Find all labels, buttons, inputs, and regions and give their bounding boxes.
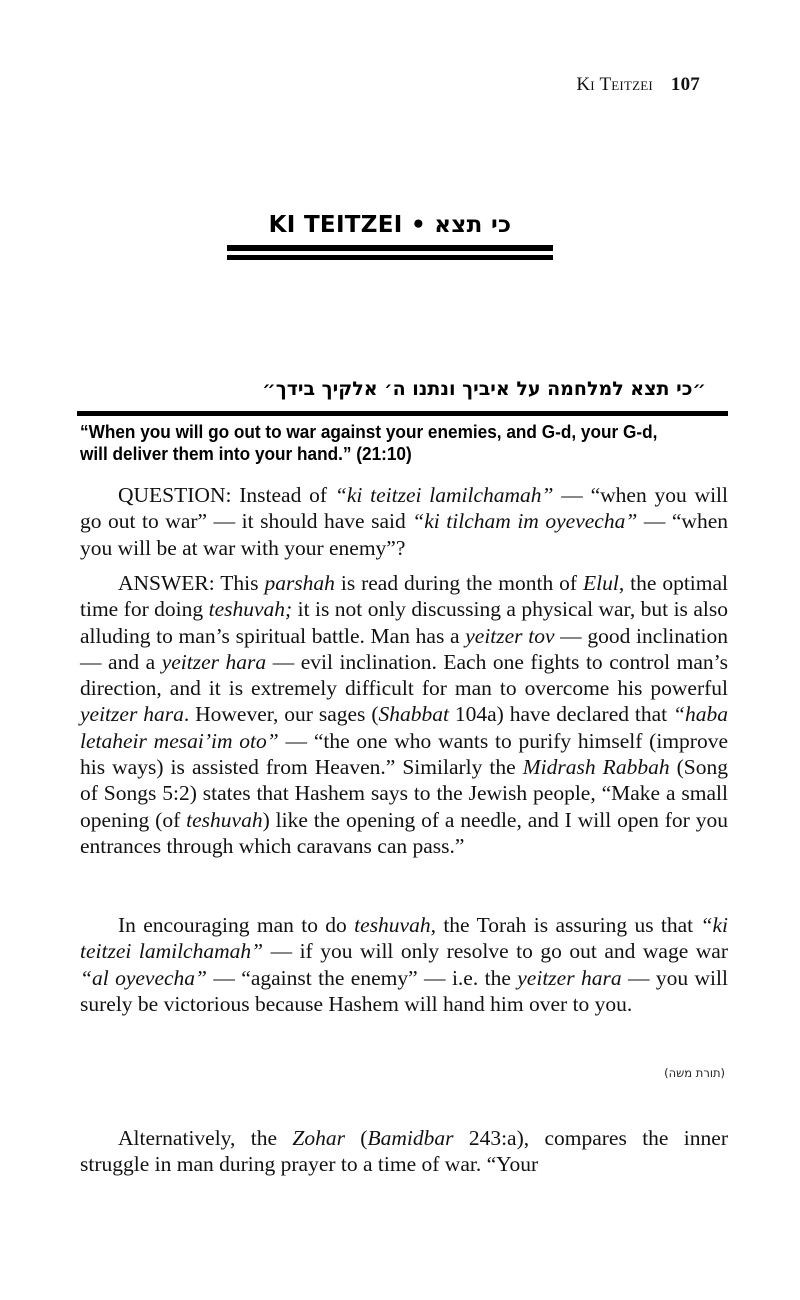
- paragraph-encouraging: [80, 912, 728, 1017]
- italic-term: “haba letaheir mesai’im oto”: [80, 702, 728, 753]
- text-run: (Song of Songs 5:2) states that Hashem says to the Jewish people, “Make a small opening (of: [80, 755, 728, 832]
- chapter-title: KI TEITZEI • כי תצא: [268, 212, 512, 238]
- text-run: (: [344, 1126, 368, 1150]
- text-run: — “when you will go out to war” — it should have said: [80, 483, 728, 534]
- text-run: In encouraging man to do: [118, 913, 355, 937]
- italic-term: yeitzer hara: [161, 649, 267, 674]
- italic-term: teshuvah,: [354, 913, 436, 937]
- verse-translation: “When you will go out to war against your enemies, and G-d, your G-d, will deliver them into your hand.” (21:10): [80, 421, 658, 464]
- paragraph-text: [80, 482, 728, 561]
- paragraph-alternatively: [80, 1125, 728, 1178]
- text-run: Alternatively, the: [118, 1126, 293, 1150]
- italic-term: Midrash Rabbah: [522, 755, 670, 780]
- text-run: QUESTION: Instead of: [118, 483, 335, 507]
- text-run: — “the one who wants to purify himself (improve his ways) is assisted from Heaven.” Similarly the: [80, 728, 728, 780]
- text-run: the Torah is assuring us that: [435, 913, 701, 937]
- text-run: — evil inclination. Each one fights to control man’s direction, and it is extremely difficult for man to overcome his powerful: [80, 649, 728, 701]
- italic-term: Zohar: [292, 1126, 345, 1150]
- text-run: . However, our sages (: [183, 702, 379, 727]
- chapter-rule-top: [227, 245, 553, 251]
- italic-term: yeitzer hara: [80, 702, 184, 727]
- paragraph-text: [80, 912, 728, 1017]
- text-run: — “when you will be at war with your enemy”?: [80, 509, 728, 560]
- italic-term: yeitzer tov: [465, 623, 555, 648]
- text-run: ) like the opening of a needle, and I will open for you entrances through which caravans can pass.”: [80, 807, 728, 858]
- text-run: 104a) have declared that: [448, 702, 674, 727]
- running-head-title: Ki Teitzei: [576, 74, 653, 95]
- italic-term: Bamidbar: [367, 1126, 454, 1150]
- text-run: — good inclination — and a: [80, 623, 729, 674]
- italic-term: teshuvah;: [208, 597, 293, 622]
- running-head: [576, 74, 700, 96]
- source-citation: (תורת משה): [664, 1066, 725, 1080]
- italic-term: “ki teitzei lamilchamah”: [80, 913, 728, 964]
- paragraph-answer: [80, 570, 728, 859]
- text-run: , the optimal time for doing: [80, 571, 729, 622]
- text-run: ANSWER: This: [118, 571, 265, 595]
- italic-term: “ki teitzei lamilchamah”: [334, 483, 554, 507]
- italic-term: Shabbat: [378, 702, 449, 727]
- italic-term: teshuvah: [186, 807, 263, 832]
- text-run: — “against the enemy” — i.e. the: [207, 965, 518, 990]
- text-run: — if you will only resolve to go out and wage war: [263, 939, 728, 964]
- hebrew-verse-heading: ״כי תצא למלחמה על איביך ונתנו ה׳ אלקיך בידך״: [262, 378, 706, 400]
- italic-term: Elul: [582, 571, 619, 595]
- italic-term: parshah: [264, 571, 335, 595]
- paragraph-question: [80, 482, 728, 561]
- text-run: is read during the month of: [334, 571, 583, 595]
- heading-rule: [77, 411, 728, 416]
- chapter-rule-bottom: [227, 255, 553, 260]
- italic-term: “ki tilcham im oyevecha”: [412, 509, 638, 534]
- italic-term: yeitzer hara: [517, 965, 622, 990]
- text-run: 243:a), compares the inner struggle in man during prayer to a time of war. “Your: [80, 1126, 728, 1177]
- text-run: it is not only discussing a physical war, but is also alluding to man’s spiritual battle. Man has a: [80, 597, 728, 648]
- page-number: 107: [670, 74, 700, 95]
- text-run: — you will surely be victorious because Hashem will hand him over to you.: [80, 965, 728, 1016]
- paragraph-text: [80, 570, 728, 859]
- paragraph-text: [80, 1125, 728, 1178]
- italic-term: “al oyevecha”: [80, 965, 207, 990]
